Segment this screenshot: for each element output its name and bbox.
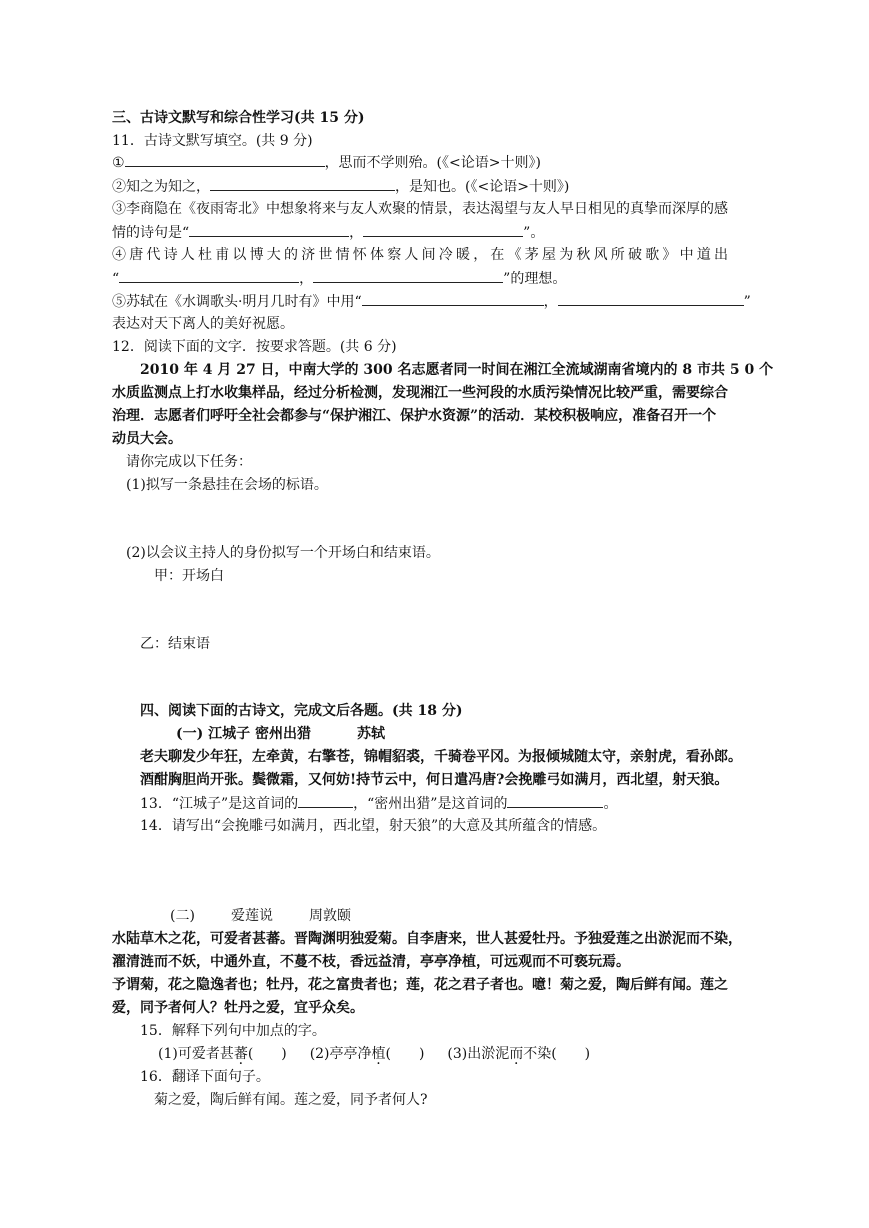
q11-line-2 [112, 176, 569, 197]
blank-line[interactable] [558, 291, 744, 306]
q11-line-1-rest: ，思而不学则殆。(《<论语>十则》) [324, 155, 541, 171]
poem-author: 苏轼 [357, 726, 385, 742]
q12-closing-label: 乙：结束语 [140, 636, 210, 652]
q13-a: 13．“江城子”是这首词的 [140, 796, 299, 812]
q11-line-3b [112, 222, 544, 243]
q15-items [158, 1044, 590, 1064]
question-15: 15．解释下列句中加点的字。 [140, 1023, 326, 1039]
blank-line[interactable] [298, 793, 353, 808]
q11-line-4-d: ”的理想。 [503, 271, 567, 287]
q11-line-5a [112, 291, 751, 312]
q11-line-3-c: ， [349, 225, 364, 241]
q12-passage-line: 2010 年 4 月 27 日，中南大学的 300 名志愿者同一时间在湘江全流域湖南省境内的 8 市共 5 0 个 [140, 362, 774, 378]
q11-line-3-d: ”。 [523, 225, 545, 241]
q11-line-1 [112, 152, 541, 173]
prose-title: 爱莲说 [231, 908, 273, 924]
q11-line-3-b: 情的诗句是“ [112, 225, 190, 241]
poem-title: (一) 江城子 密州出猎 [176, 726, 311, 742]
answer-paren[interactable]: ( ) [247, 1046, 287, 1062]
blank-line[interactable] [189, 222, 349, 237]
q11-line-2-b: ，是知也。(《<论语>十则》) [395, 179, 570, 195]
prose-line: 爱，同予者何人？牡丹之爱，宜乎众矣。 [112, 1000, 364, 1016]
q11-line-3a: ③李商隐在《夜雨寄北》中想象将来与友人欢聚的情景，表达渴望与友人早日相见的真挚而深厚的感 [112, 201, 728, 217]
blank-line[interactable] [119, 268, 299, 283]
q11-line-5-b: ， [543, 294, 558, 310]
q15-item-2 [310, 1046, 425, 1062]
question-16: 16．翻译下面句子。 [140, 1069, 270, 1085]
q11-line-1-num: ① [112, 155, 125, 171]
q12-passage-line: 治理．志愿者们呼吁全社会都参与“保护湘江、保护水资源”的活动．某校积极响应，准备召开一个 [112, 408, 717, 424]
blank-line[interactable] [507, 793, 603, 808]
answer-paren[interactable]: 不染( ) [523, 1046, 591, 1062]
blank-line[interactable] [313, 268, 503, 283]
answer-paren[interactable]: ( ) [385, 1046, 425, 1062]
q15-item-2-text: (2)亭亭净 [309, 1046, 372, 1062]
q12-task-1: (1)拟写一条悬挂在会场的标语。 [126, 477, 328, 493]
q11-line-5-c: ” [743, 294, 751, 310]
prose-line: 予谓菊，花之隐逸者也；牡丹，花之富贵者也；莲，花之君子者也。噫！菊之爱，陶后鲜有闻。莲之 [112, 977, 728, 993]
q13-c: 。 [603, 796, 618, 812]
q12-task-intro: 请你完成以下任务： [126, 454, 252, 470]
q11-line-4b [112, 268, 566, 289]
prose-line: 水陆草木之花，可爱者甚蕃。晋陶渊明独爱菊。自李唐来，世人甚爱牡丹。予独爱莲之出淤泥而不染， [112, 931, 742, 947]
q15-item-3-text: (3)出淤泥 [447, 1046, 510, 1062]
section-heading: 三、古诗文默写和综合性学习(共 15 分) [112, 110, 365, 126]
q16-sentence: 菊之爱，陶后鲜有闻。莲之爱，同予者何人? [154, 1092, 428, 1108]
q12-passage-line: 动员大会。 [112, 431, 182, 447]
prose-line: 濯清涟而不妖，中通外直，不蔓不枝，香远益清，亭亭净植，可远观而不可亵玩焉。 [112, 954, 630, 970]
question-11-title: 11．古诗文默写填空。(共 9 分) [112, 133, 313, 149]
q11-line-4-b: “ [112, 271, 120, 287]
dotted-char: 植 [371, 1046, 386, 1062]
prose-number: (二) [170, 908, 195, 924]
q11-line-2-a: ②知之为知之， [112, 179, 210, 195]
section-heading: 四、阅读下面的古诗文，完成文后各题。(共 18 分) [140, 703, 463, 719]
blank-line[interactable] [363, 222, 523, 237]
q15-item-1 [158, 1046, 287, 1062]
poem-line: 酒酣胸胆尚开张。鬓微霜，又何妨!持节云中，何日遣冯唐?会挽雕弓如满月，西北望，射天狼。 [140, 772, 729, 788]
poem-line: 老夫聊发少年狂，左牵黄，右擎苍，锦帽貂裘，千骑卷平冈。为报倾城随太守，亲射虎，看孙郎。 [140, 749, 742, 765]
question-12-title: 12．阅读下面的文字．按要求答题。(共 6 分) [112, 339, 397, 355]
question-14: 14．请写出“会挽雕弓如满月，西北望，射天狼”的大意及其所蕴含的情感。 [140, 818, 607, 834]
q15-item-3 [447, 1046, 590, 1062]
blank-line[interactable] [125, 152, 325, 167]
q12-opening-label: 甲：开场白 [154, 568, 224, 584]
q11-line-5-a: ⑤苏轼在《水调歌头·明月几时有》中用“ [112, 294, 362, 310]
q11-line-4-c: ， [299, 271, 314, 287]
blank-line[interactable] [362, 291, 544, 306]
q15-item-1-text: (1)可爱者甚 [158, 1046, 234, 1062]
prose-author: 周敦颐 [309, 908, 351, 924]
q12-passage-line: 水质监测点上打水收集样品，经过分析检测，发现湘江一些河段的水质污染情况比较严重，需要综合 [112, 385, 728, 401]
q12-task-2: (2)以会议主持人的身份拟写一个开场白和结束语。 [126, 545, 440, 561]
blank-line[interactable] [210, 176, 395, 191]
q11-line-4a: ④唐代诗人杜甫以博大的济世情怀体察人间冷暖，在《茅屋为秋风所破歌》中道出 [112, 247, 732, 263]
q11-line-5d: 表达对天下离人的美好祝愿。 [112, 316, 294, 332]
question-13 [140, 793, 617, 814]
dotted-char: 而 [509, 1046, 524, 1062]
q13-b: ，“密州出猎”是这首词的 [353, 796, 508, 812]
dotted-char: 蕃 [233, 1046, 248, 1062]
